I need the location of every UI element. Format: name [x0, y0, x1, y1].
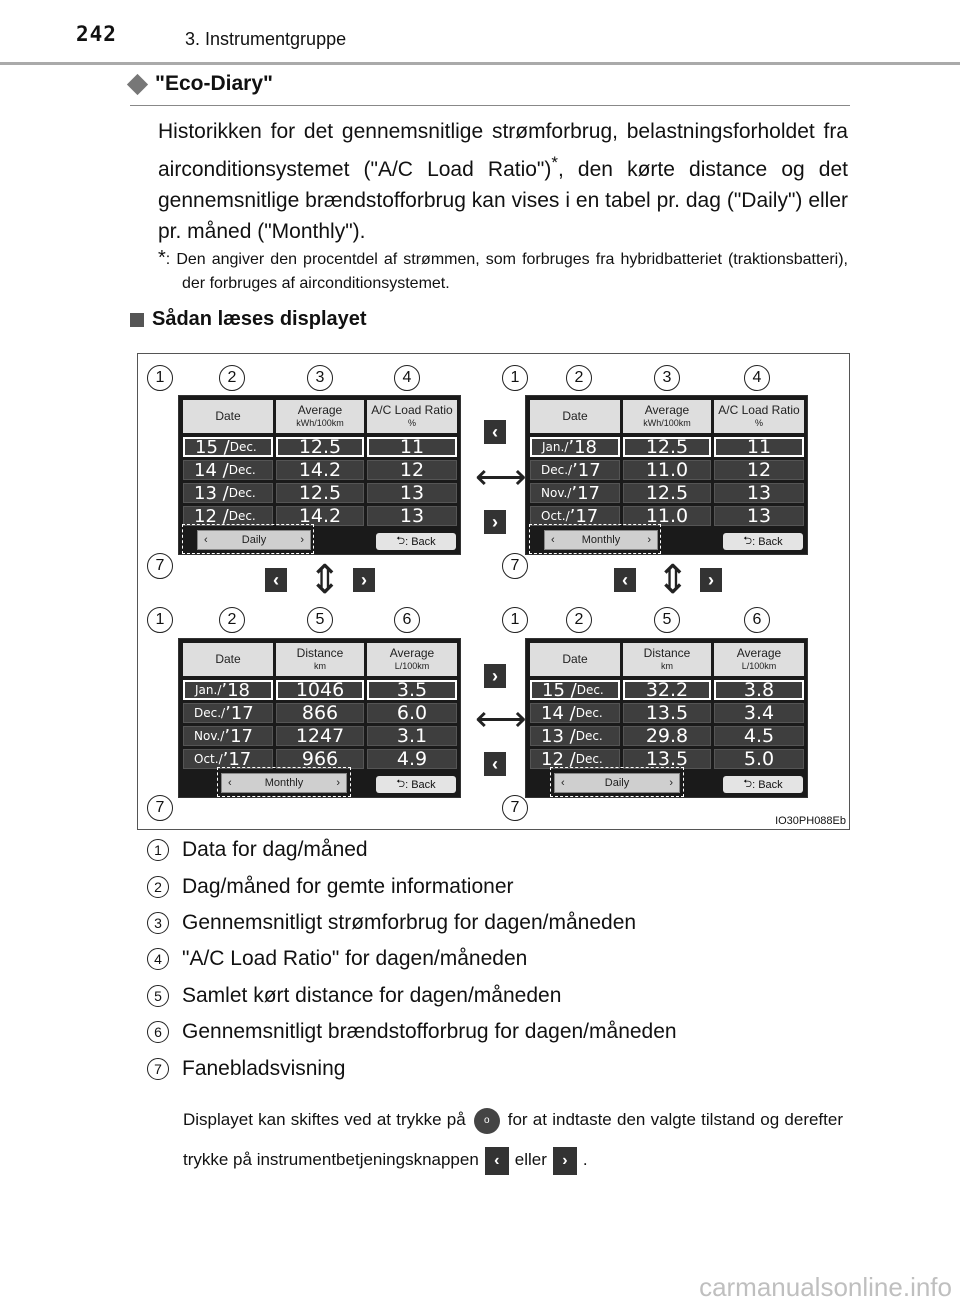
note-paragraph: Displayet kan skiftes ved at trykke på o for at indtaste den valgte tilstand og derefter trykke på instrumentbetjeningsknappen ‹ eller › . — [183, 1100, 843, 1180]
row-value: 14.2 — [276, 506, 364, 526]
callout-1: 1 — [147, 607, 173, 633]
legend-text: Samlet kørt distance for dagen/måneden — [182, 984, 562, 1007]
back-arrow-icon: ⮌ — [396, 778, 406, 790]
running-head: 3. Instrumentgruppe — [185, 29, 347, 49]
row-date[interactable]: 13 / Dec. — [183, 483, 273, 503]
callout-4: 4 — [394, 365, 420, 391]
row-date[interactable]: Oct./ ’17 — [183, 749, 273, 769]
row-date[interactable]: Jan./ ’18 — [183, 680, 273, 700]
callout-7: 7 — [147, 795, 173, 821]
row-value: 6.0 — [367, 703, 457, 723]
back-button[interactable]: ⮌ : Back — [376, 776, 456, 793]
tab-next-icon[interactable]: › — [300, 534, 304, 546]
col-header-ac-load: A/C Load Ratio % — [714, 400, 804, 433]
row-value: 32.2 — [623, 680, 711, 700]
row-value: 12.5 — [276, 483, 364, 503]
callout-2: 2 — [219, 365, 245, 391]
diamond-bullet-icon — [127, 73, 148, 94]
header-rule — [0, 62, 960, 65]
intro-paragraph: Historikken for det gennemsnitlige strømforbrug, belastningsforholdet fra airconditionsystemet ("A/C Load Ratio")*, den kørte distance og det gennemsnitlige brændstofforbrug kan vises i en tabel pr. dag ("Daily") eller pr. måned ("Monthly"). — [158, 120, 848, 243]
tab-label: Monthly — [264, 777, 304, 789]
callout-2: 2 — [219, 607, 245, 633]
legend-text: Data for dag/måned — [182, 838, 368, 861]
row-value: 13 — [714, 483, 804, 503]
back-arrow-icon: ⮌ — [743, 778, 753, 790]
callout-1: 1 — [502, 365, 528, 391]
tab-next-icon[interactable]: › — [669, 777, 673, 789]
section-title-text: "Eco-Diary" — [155, 72, 273, 95]
back-button[interactable]: ⮌ : Back — [723, 533, 803, 550]
callout-3: 3 — [307, 365, 333, 391]
row-value: 4.9 — [367, 749, 457, 769]
row-value: 1046 — [276, 680, 364, 700]
callout-2: 2 — [566, 607, 592, 633]
chevron-right-icon: › — [484, 664, 506, 688]
legend-item — [147, 947, 527, 971]
col-header-average: Average L/100km — [367, 643, 457, 676]
callout-6: 6 — [744, 607, 770, 633]
screen-monthly-fuel — [178, 638, 461, 798]
row-value: 866 — [276, 703, 364, 723]
row-value: 12.5 — [276, 437, 364, 457]
row-value: 966 — [276, 749, 364, 769]
back-arrow-icon: ⮌ — [743, 535, 753, 547]
row-value: 29.8 — [623, 726, 711, 746]
chevron-left-icon: ‹ — [484, 420, 506, 444]
tab-prev-icon[interactable]: ‹ — [551, 534, 555, 546]
callout-5: 5 — [307, 607, 333, 633]
double-horizontal-arrow-icon: ⟷ — [475, 456, 527, 497]
row-value: 11.0 — [623, 460, 711, 480]
row-value: 11.0 — [623, 506, 711, 526]
callout-7: 7 — [502, 795, 528, 821]
legend-item — [147, 984, 561, 1008]
tab-bar[interactable] — [544, 530, 658, 550]
row-date[interactable]: Dec./ ’17 — [530, 460, 620, 480]
tab-label: Monthly — [581, 534, 621, 546]
legend-text: Gennemsnitligt strømforbrug for dagen/måneden — [182, 911, 637, 934]
screen-daily-fuel — [525, 638, 808, 798]
row-value: 13 — [714, 506, 804, 526]
double-vertical-arrow-icon: ⇕ — [308, 558, 342, 602]
tab-bar[interactable] — [197, 530, 311, 550]
col-header-average: Average kWh/100km — [276, 400, 364, 433]
callout-6: 6 — [394, 607, 420, 633]
legend-item — [147, 875, 514, 899]
row-date[interactable]: Oct./ ’17 — [530, 506, 620, 526]
row-date[interactable]: 15 / Dec. — [530, 680, 620, 700]
col-header-date: Date — [183, 400, 273, 433]
enter-button-icon: o — [474, 1108, 500, 1134]
legend-text: Gennemsnitligt brændstofforbrug for dagen/måneden — [182, 1020, 677, 1043]
legend-number: 5 — [147, 985, 169, 1007]
footnote: *: Den angiver den procentdel af strømmen, som forbruges fra hybridbatteriet (traktionsbatteri), der forbruges af airconditionsystemet. — [158, 247, 848, 292]
callout-5: 5 — [654, 607, 680, 633]
display-figure — [137, 353, 850, 830]
row-value: 13.5 — [623, 749, 711, 769]
watermark: carmanualsonline.info — [699, 1272, 952, 1302]
chevron-left-icon: ‹ — [485, 1147, 509, 1175]
subsection-title-text: Sådan læses displayet — [152, 308, 367, 330]
col-header-distance: Distance km — [276, 643, 364, 676]
legend-number: 6 — [147, 1021, 169, 1043]
row-value: 13 — [367, 483, 457, 503]
double-vertical-arrow-icon: ⇕ — [656, 558, 690, 602]
legend-item — [147, 1057, 345, 1081]
figure-code: IO30PH088Eb — [775, 815, 846, 827]
callout-7: 7 — [502, 553, 528, 579]
row-date[interactable]: 14 / Dec. — [183, 460, 273, 480]
col-header-date: Date — [530, 400, 620, 433]
col-header-date: Date — [530, 643, 620, 676]
legend-item — [147, 1020, 677, 1044]
row-value: 1247 — [276, 726, 364, 746]
legend-number: 3 — [147, 912, 169, 934]
back-button[interactable]: ⮌ : Back — [376, 533, 456, 550]
section-title — [130, 72, 273, 96]
row-date[interactable]: 12 / Dec. — [530, 749, 620, 769]
callout-1: 1 — [147, 365, 173, 391]
row-value: 11 — [714, 437, 804, 457]
chevron-right-icon: › — [353, 568, 375, 592]
row-value: 14.2 — [276, 460, 364, 480]
row-value: 13.5 — [623, 703, 711, 723]
section-rule — [130, 105, 850, 106]
row-value: 11 — [367, 437, 457, 457]
col-header-average: Average L/100km — [714, 643, 804, 676]
row-date[interactable]: Jan./ ’18 — [530, 437, 620, 457]
chevron-right-icon: › — [553, 1147, 577, 1175]
tab-label: Daily — [604, 777, 630, 789]
back-arrow-icon: ⮌ — [396, 535, 406, 547]
row-value: 3.8 — [714, 680, 804, 700]
legend-number: 4 — [147, 948, 169, 970]
back-button[interactable]: ⮌ : Back — [723, 776, 803, 793]
row-date[interactable]: Dec./ ’17 — [183, 703, 273, 723]
legend-number: 1 — [147, 839, 169, 861]
row-value: 3.5 — [367, 680, 457, 700]
subsection-title — [130, 308, 367, 331]
row-value: 5.0 — [714, 749, 804, 769]
row-value: 12.5 — [623, 437, 711, 457]
screen-daily-electric — [178, 395, 461, 555]
row-value: 3.4 — [714, 703, 804, 723]
row-value: 12 — [367, 460, 457, 480]
callout-7: 7 — [147, 553, 173, 579]
col-header-average: Average kWh/100km — [623, 400, 711, 433]
chevron-left-icon: ‹ — [614, 568, 636, 592]
col-header-date: Date — [183, 643, 273, 676]
row-date[interactable]: Nov./ ’17 — [530, 483, 620, 503]
callout-2: 2 — [566, 365, 592, 391]
col-header-ac-load: A/C Load Ratio % — [367, 400, 457, 433]
row-date[interactable]: 14 / Dec. — [530, 703, 620, 723]
tab-prev-icon[interactable]: ‹ — [204, 534, 208, 546]
row-value: 12.5 — [623, 483, 711, 503]
square-bullet-icon — [130, 313, 144, 327]
tab-prev-icon[interactable]: ‹ — [561, 777, 565, 789]
row-value: 3.1 — [367, 726, 457, 746]
callout-3: 3 — [654, 365, 680, 391]
page-number: 242 — [76, 22, 117, 46]
row-date[interactable]: 15 / Dec. — [183, 437, 273, 457]
legend-text: "A/C Load Ratio" for dagen/måneden — [182, 947, 528, 970]
legend-text: Dag/måned for gemte informationer — [182, 875, 514, 898]
row-value: 4.5 — [714, 726, 804, 746]
legend-item — [147, 838, 368, 862]
tab-next-icon[interactable]: › — [336, 777, 340, 789]
double-horizontal-arrow-icon: ⟷ — [475, 698, 527, 739]
legend-number: 7 — [147, 1058, 169, 1080]
row-value: 13 — [367, 506, 457, 526]
row-date[interactable]: Nov./ ’17 — [183, 726, 273, 746]
row-date[interactable]: 13 / Dec. — [530, 726, 620, 746]
tab-label: Daily — [241, 534, 267, 546]
legend-text: Fanebladsvisning — [182, 1057, 346, 1080]
tab-next-icon[interactable]: › — [647, 534, 651, 546]
row-value: 12 — [714, 460, 804, 480]
col-header-distance: Distance km — [623, 643, 711, 676]
callout-4: 4 — [744, 365, 770, 391]
legend-item — [147, 911, 636, 935]
tab-prev-icon[interactable]: ‹ — [228, 777, 232, 789]
callout-1: 1 — [502, 607, 528, 633]
chevron-left-icon: ‹ — [484, 752, 506, 776]
legend-number: 2 — [147, 876, 169, 898]
chevron-right-icon: › — [700, 568, 722, 592]
chevron-right-icon: › — [484, 510, 506, 534]
screen-monthly-electric — [525, 395, 808, 555]
chevron-left-icon: ‹ — [265, 568, 287, 592]
tab-bar[interactable] — [554, 773, 680, 793]
row-date[interactable]: 12 / Dec. — [183, 506, 273, 526]
tab-bar[interactable] — [221, 773, 347, 793]
